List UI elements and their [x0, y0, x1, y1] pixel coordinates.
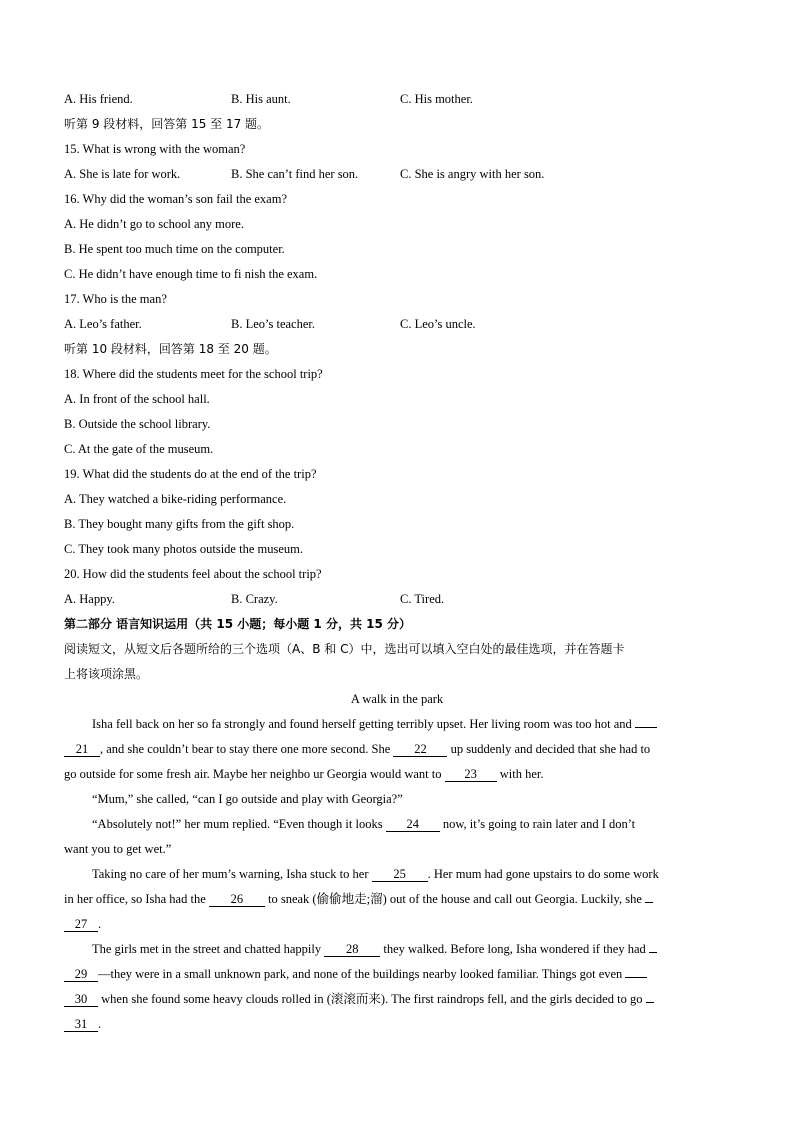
option-a: A. His friend. [64, 92, 133, 106]
passage-line: want you to get wet.” [64, 842, 172, 856]
option-a: A. Leo’s father. [64, 317, 142, 331]
blank-22: 22 [393, 742, 447, 757]
section-9-heading: 听第 9 段材料，回答第 15 至 17 题。 [64, 117, 270, 131]
option-c: C. Leo’s uncle. [400, 317, 476, 331]
instructions-line-2: 上将该项涂黑。 [64, 667, 149, 681]
blank-24: 24 [386, 817, 440, 832]
q18-option-b: B. Outside the school library. [64, 417, 211, 431]
option-b: B. She can’t find her son. [231, 167, 359, 181]
blank-26: 26 [209, 892, 265, 907]
option-b: B. His aunt. [231, 92, 291, 106]
q19-option-b: B. They bought many gifts from the gift shop. [64, 517, 295, 531]
blank-30: 30 [64, 992, 98, 1007]
passage-line: “Mum,” she called, “can I go outside and play with Georgia?” [92, 792, 403, 806]
passage-line: Taking no care of her mum’s warning, Isha stuck to her 25 . Her mum had gone upstairs to do some work [92, 867, 659, 881]
passage-line: 31 . [64, 1016, 101, 1032]
passage-line: Isha fell back on her so fa strongly and found herself getting terribly upset. Her living room was too hot and [92, 716, 657, 732]
q19-stem: 19. What did the students do at the end of the trip? [64, 467, 317, 481]
q18-stem: 18. Where did the students meet for the school trip? [64, 367, 323, 381]
passage-title: A walk in the park [350, 692, 444, 706]
blank-23: 23 [445, 767, 497, 782]
q20-stem: 20. How did the students feel about the school trip? [64, 567, 322, 581]
blank-28: 28 [324, 942, 380, 957]
blank-31: 31 [64, 1017, 98, 1032]
option-a: A. Happy. [64, 592, 115, 606]
passage-line: “Absolutely not!” her mum replied. “Even though it looks 24 now, it’s going to rain later and I don’t [92, 817, 636, 831]
option-c: C. Tired. [400, 592, 445, 606]
q19-option-a: A. They watched a bike-riding performance. [64, 492, 287, 506]
option-b: B. Leo’s teacher. [231, 317, 315, 331]
passage-line: go outside for some fresh air. Maybe her neighbo ur Georgia would want to 23 with her. [64, 767, 544, 781]
q16-option-c: C. He didn’t have enough time to fi nish the exam. [64, 267, 318, 281]
q19-option-c: C. They took many photos outside the museum. [64, 542, 303, 556]
blank-27: 27 [64, 917, 98, 932]
passage-line: in her office, so Isha had the 26 to sneak (偷偷地走;溜) out of the house and call out Georgia. Luckily, she [64, 891, 653, 907]
blank-29: 29 [64, 967, 98, 982]
passage-line: 21 , and she couldn’t bear to stay there one more second. She 22 up suddenly and decided that she had to [64, 741, 650, 757]
blank-21: 21 [64, 742, 100, 757]
passage-line: 30 when she found some heavy clouds rolled in (滚滚而来). The first raindrops fell, and the girls decided to go [64, 991, 654, 1007]
blank-25: 25 [372, 867, 428, 882]
q17-stem: 17. Who is the man? [64, 292, 167, 306]
q15-stem: 15. What is wrong with the woman? [64, 142, 246, 156]
part-two-title: 第二部分 语言知识运用（共 15 小题；每小题 1 分，共 15 分） [64, 617, 411, 631]
q16-option-b: B. He spent too much time on the computer. [64, 242, 285, 256]
q16-option-a: A. He didn’t go to school any more. [64, 217, 244, 231]
section-10-heading: 听第 10 段材料，回答第 18 至 20 题。 [64, 342, 277, 356]
q16-stem: 16. Why did the woman’s son fail the exam? [64, 192, 287, 206]
option-c: C. His mother. [400, 92, 473, 106]
passage-line: 29 —they were in a small unknown park, and none of the buildings nearby looked familiar. Things got even [64, 966, 647, 982]
option-c: C. She is angry with her son. [400, 167, 545, 181]
q18-option-c: C. At the gate of the museum. [64, 442, 214, 456]
passage-line: 27 . [64, 916, 101, 932]
instructions-line-1: 阅读短文，从短文后各题所给的三个选项（A、B 和 C）中，选出可以填入空白处的最佳选项，并在答题卡 [64, 642, 625, 656]
q18-option-a: A. In front of the school hall. [64, 392, 210, 406]
option-a: A. She is late for work. [64, 167, 181, 181]
option-b: B. Crazy. [231, 592, 278, 606]
passage-line: The girls met in the street and chatted happily 28 they walked. Before long, Isha wondered if they had [92, 941, 657, 957]
